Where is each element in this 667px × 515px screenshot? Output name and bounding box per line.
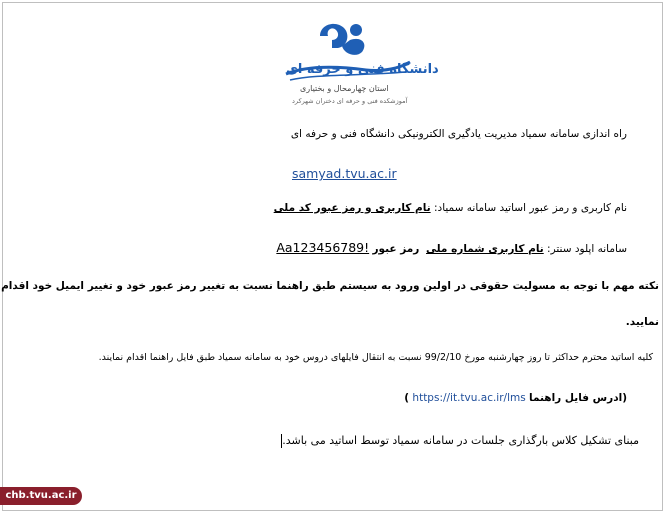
upload-user-label: نام کاربری شماره ملی xyxy=(426,243,544,255)
samyad-link[interactable]: samyad.tvu.ac.ir xyxy=(292,166,397,181)
important-note-2: نمایید. xyxy=(625,316,659,328)
class-basis-line xyxy=(279,434,639,448)
guide-link[interactable]: https://it.tvu.ac.ir/lms xyxy=(412,392,526,404)
guide-address-line xyxy=(404,392,627,404)
teacher-credentials-value: نام کاربری و رمز عبور کد ملی xyxy=(273,202,431,214)
important-note-1: نکته مهم با توجه به مسولیت حقوقی در اولین ورود به سیستم طبق راهنما نسبت به تغییر رمز عبور خود و تغییر ایمیل خود اقدام xyxy=(1,280,659,292)
logo-tagline: آموزشکده فنی و حرفه ای دختران شهرکرد xyxy=(292,97,408,105)
intro-text: راه اندازی سامانه سمیاد مدیریت یادگیری الکترونیکی دانشگاه فنی و حرفه ای xyxy=(290,128,627,140)
upload-pass-value: Aa123456789! xyxy=(276,240,370,255)
teacher-credentials-prefix: نام کاربری و رمز عبور اساتید سامانه سمیاد: xyxy=(430,202,627,214)
logo-name: دانشگاه فنی و حرفه ای xyxy=(286,62,439,77)
logo-subtitle: استان چهارمحال و بختیاری xyxy=(300,84,389,93)
guide-label: (ادرس فایل راهنما xyxy=(529,392,627,404)
teacher-credentials-line xyxy=(274,202,627,214)
class-basis-text: مبنای تشکیل کلاس بارگذاری جلسات در سامانه سمیاد توسط اساتید می باشد. xyxy=(282,434,639,447)
site-badge[interactable]: chb.tvu.ac.ir xyxy=(0,487,82,505)
deadline-notice: کلیه اساتید محترم حداکثر تا روز چهارشنبه مورخ 99/2/10 نسبت به انتقال فایلهای دروس خود به سامانه سمیاد طبق فایل راهنما اقدام نمایند. xyxy=(98,352,653,363)
upload-pass-label: رمز عبور xyxy=(372,243,420,255)
upload-center-line xyxy=(276,240,627,255)
guide-close: ) xyxy=(404,392,410,404)
upload-prefix: سامانه اپلود سنتر: xyxy=(543,243,627,255)
